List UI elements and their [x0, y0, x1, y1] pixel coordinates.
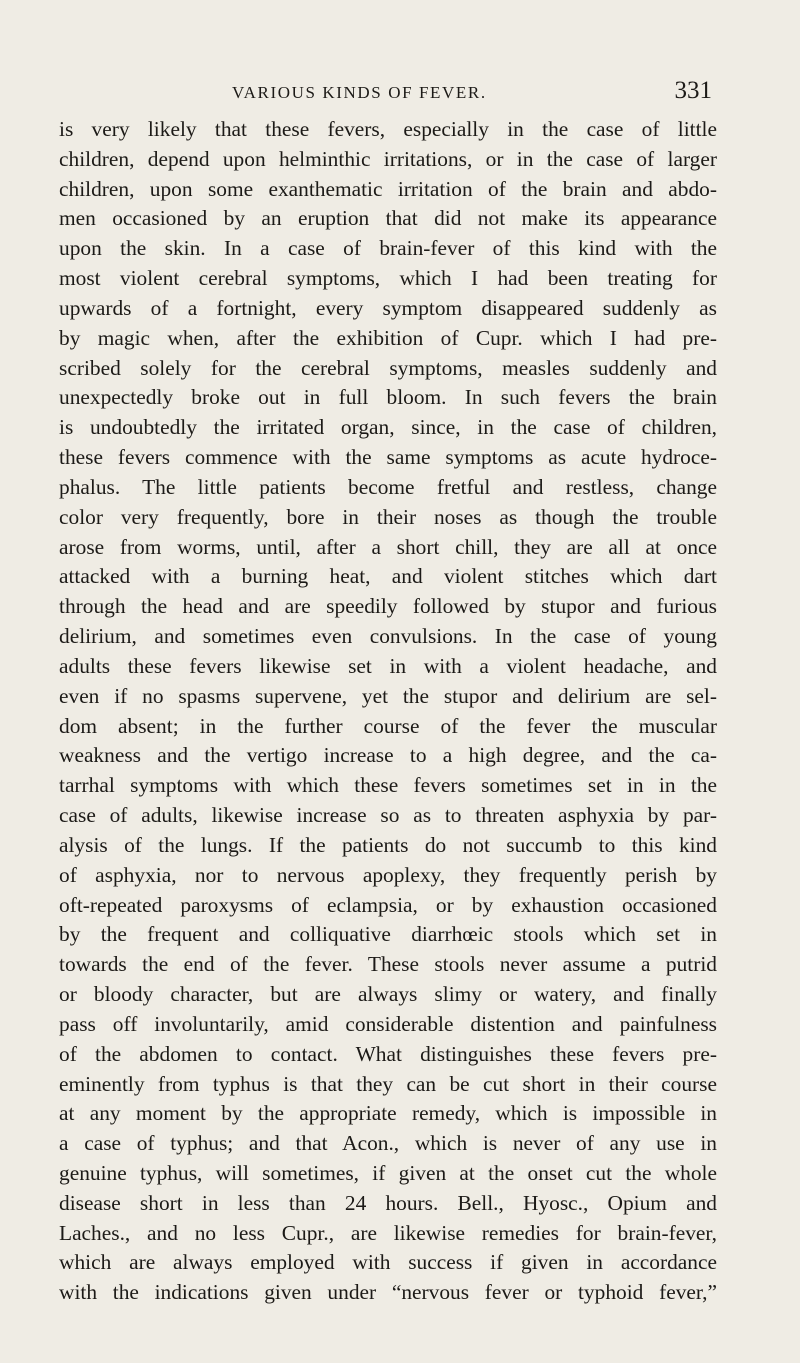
text-line: a case of typhus; and that Acon., which is never of any use in: [59, 1131, 717, 1156]
text-line: adults these fevers likewise set in with a violent headache, and: [59, 653, 717, 678]
text-line: is very likely that these fevers, especially in the case of little: [59, 117, 717, 141]
text-line: of asphyxia, nor to nervous apoplexy, they frequently perish by: [59, 862, 717, 887]
running-head: [0, 78, 800, 108]
text-line: by the frequent and colliquative diarrhœic stools which set in: [59, 922, 717, 947]
body-text: [59, 115, 717, 1308]
text-line: of the abdomen to contact. What distinguishes these fevers pre-: [59, 1041, 717, 1066]
text-line: arose from worms, until, after a short chill, they are all at once: [59, 534, 717, 559]
text-line: alysis of the lungs. If the patients do not succumb to this kind: [59, 832, 717, 857]
text-line: phalus. The little patients become fretful and restless, change: [59, 474, 717, 499]
text-line: unexpectedly broke out in full bloom. In such fevers the brain: [59, 385, 717, 410]
text-line: disease short in less than 24 hours. Bell., Hyosc., Opium and: [59, 1190, 717, 1215]
text-line: towards the end of the fever. These stools never assume a putrid: [59, 952, 717, 977]
text-line: or bloody character, but are always slimy or watery, and finally: [59, 982, 717, 1007]
text-line: pass off involuntarily, amid considerable distention and painfulness: [59, 1011, 717, 1036]
text-line: Laches., and no less Cupr., are likewise remedies for brain-fever,: [59, 1220, 717, 1245]
text-line: men occasioned by an eruption that did not make its appearance: [59, 206, 717, 231]
text-line: through the head and are speedily followed by stupor and furious: [59, 594, 717, 619]
text-line: even if no spasms supervene, yet the stupor and delirium are sel-: [59, 683, 717, 708]
text-line: with the indications given under “nervous fever or typhoid fever,”: [59, 1280, 717, 1305]
text-line: delirium, and sometimes even convulsions. In the case of young: [59, 624, 717, 649]
text-line: children, upon some exanthematic irritation of the brain and abdo-: [59, 176, 717, 201]
text-line: most violent cerebral symptoms, which I had been treating for: [59, 266, 717, 291]
text-line: eminently from typhus is that they can be cut short in their course: [59, 1071, 717, 1096]
page-number: 331: [674, 77, 712, 104]
text-line: tarrhal symptoms with which these fevers sometimes set in in the: [59, 773, 717, 798]
text-line: color very frequently, bore in their noses as though the trouble: [59, 504, 717, 529]
text-line: which are always employed with success if given in accordance: [59, 1250, 717, 1275]
text-line: children, depend upon helminthic irritations, or in the case of larger: [59, 146, 717, 171]
text-line: attacked with a burning heat, and violent stitches which dart: [59, 564, 717, 589]
text-line: scribed solely for the cerebral symptoms, measles suddenly and: [59, 355, 717, 380]
text-line: genuine typhus, will sometimes, if given at the onset cut the whole: [59, 1160, 717, 1185]
text-line: at any moment by the appropriate remedy, which is impossible in: [59, 1101, 717, 1126]
text-line: weakness and the vertigo increase to a high degree, and the ca-: [59, 743, 717, 768]
text-line: case of adults, likewise increase so as to threaten asphyxia by par-: [59, 803, 717, 828]
text-line: oft-repeated paroxysms of eclampsia, or by exhaustion occasioned: [59, 892, 717, 917]
running-title: VARIOUS KINDS OF FEVER.: [232, 83, 487, 102]
text-line: upon the skin. In a case of brain-fever of this kind with the: [59, 236, 717, 261]
text-line: upwards of a fortnight, every symptom disappeared suddenly as: [59, 295, 717, 320]
text-line: these fevers commence with the same symptoms as acute hydroce-: [59, 445, 717, 470]
text-line: dom absent; in the further course of the fever the muscular: [59, 713, 717, 738]
text-line: by magic when, after the exhibition of Cupr. which I had pre-: [59, 325, 717, 350]
text-line: is undoubtedly the irritated organ, since, in the case of children,: [59, 415, 717, 440]
